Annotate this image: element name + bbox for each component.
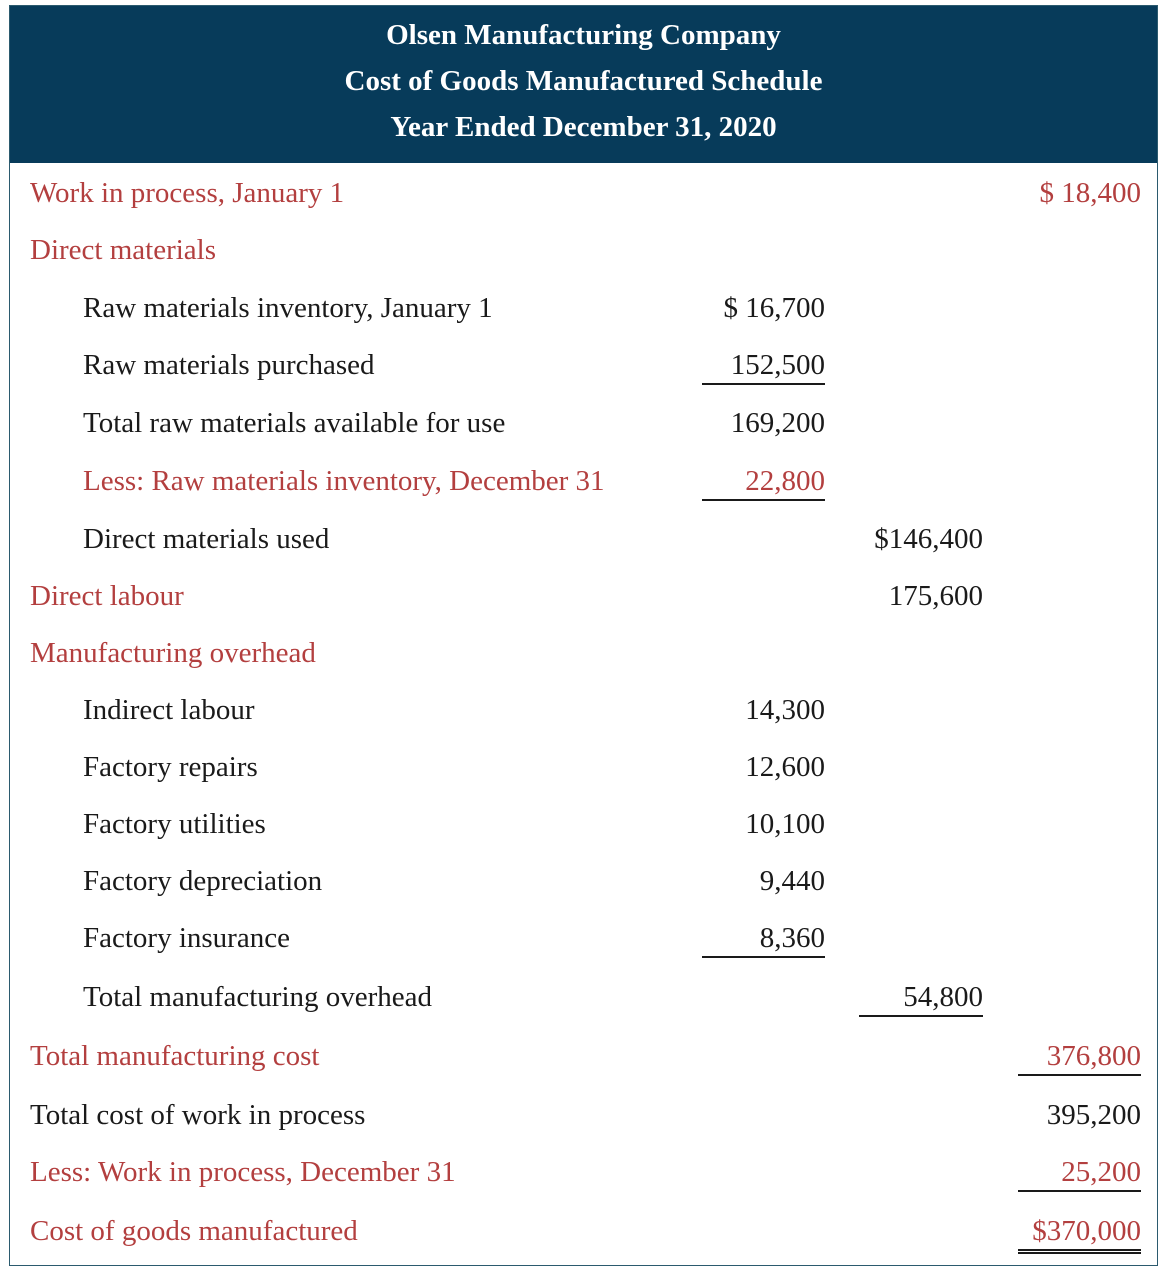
schedule-header <box>10 6 1157 163</box>
row-label: Raw materials inventory, January 1 <box>83 292 493 324</box>
row-label: Less: Raw materials inventory, December 31 <box>83 465 605 497</box>
row-label: Total raw materials available for use <box>83 407 506 439</box>
row-factory-repairs <box>10 739 1157 796</box>
row-raw-materials-jan1 <box>10 280 1157 337</box>
amount-col1: 22,800 <box>702 463 825 501</box>
row-label: Factory repairs <box>83 751 258 783</box>
row-cost-of-goods-manufactured <box>10 1203 1157 1260</box>
amount-col1: 8,360 <box>702 920 825 958</box>
amount-col3: $ 18,400 <box>1039 177 1141 209</box>
row-label: Less: Work in process, December 31 <box>30 1156 456 1188</box>
row-label: Direct materials used <box>83 523 330 555</box>
row-label: Indirect labour <box>83 694 255 726</box>
row-wip-beginning <box>10 165 1157 222</box>
row-less-raw-materials-dec31 <box>10 453 1157 510</box>
row-direct-materials <box>10 222 1157 279</box>
row-direct-materials-used <box>10 511 1157 568</box>
amount-col3: 376,800 <box>1018 1038 1141 1076</box>
row-label: Raw materials purchased <box>83 349 375 381</box>
row-direct-labour <box>10 568 1157 625</box>
row-label: Total manufacturing overhead <box>83 981 433 1013</box>
row-manufacturing-overhead <box>10 625 1157 682</box>
row-total-manufacturing-cost <box>10 1028 1157 1085</box>
amount-col1: 169,200 <box>730 407 825 439</box>
row-label: Factory utilities <box>83 808 266 840</box>
schedule-period: Year Ended December 31, 2020 <box>390 111 777 143</box>
amount-col1: 10,100 <box>745 808 825 840</box>
row-label: Direct labour <box>30 580 184 612</box>
row-total-cost-wip <box>10 1087 1157 1144</box>
row-less-wip-dec31 <box>10 1144 1157 1201</box>
amount-col1: 152,500 <box>702 347 825 385</box>
row-factory-depreciation <box>10 853 1157 910</box>
company-name: Olsen Manufacturing Company <box>386 19 781 51</box>
amount-col3-grand-total: $370,000 <box>1018 1213 1141 1254</box>
amount-col3: 395,200 <box>1046 1099 1141 1131</box>
row-label: Factory depreciation <box>83 865 323 897</box>
amount-col2: $146,400 <box>874 523 983 555</box>
amount-col2: 54,800 <box>859 979 983 1017</box>
row-raw-materials-purchased <box>10 337 1157 394</box>
cost-schedule <box>9 5 1158 1266</box>
amount-col2: 175,600 <box>888 580 983 612</box>
amount-col1: $ 16,700 <box>723 292 825 324</box>
row-label: Factory insurance <box>83 922 290 954</box>
row-label: Total manufacturing cost <box>30 1040 320 1072</box>
amount-col1: 12,600 <box>745 751 825 783</box>
amount-col1: 14,300 <box>745 694 825 726</box>
row-label: Work in process, January 1 <box>30 177 345 209</box>
row-label: Direct materials <box>30 234 216 266</box>
row-label: Total cost of work in process <box>30 1099 366 1131</box>
row-total-raw-available <box>10 395 1157 452</box>
row-factory-utilities <box>10 796 1157 853</box>
row-total-manufacturing-overhead <box>10 969 1157 1026</box>
schedule-title: Cost of Goods Manufactured Schedule <box>344 65 823 97</box>
row-factory-insurance <box>10 910 1157 967</box>
row-indirect-labour <box>10 682 1157 739</box>
amount-col3: 25,200 <box>1018 1154 1141 1192</box>
amount-col1: 9,440 <box>759 865 825 897</box>
row-label: Manufacturing overhead <box>30 637 316 669</box>
row-label: Cost of goods manufactured <box>30 1215 358 1247</box>
